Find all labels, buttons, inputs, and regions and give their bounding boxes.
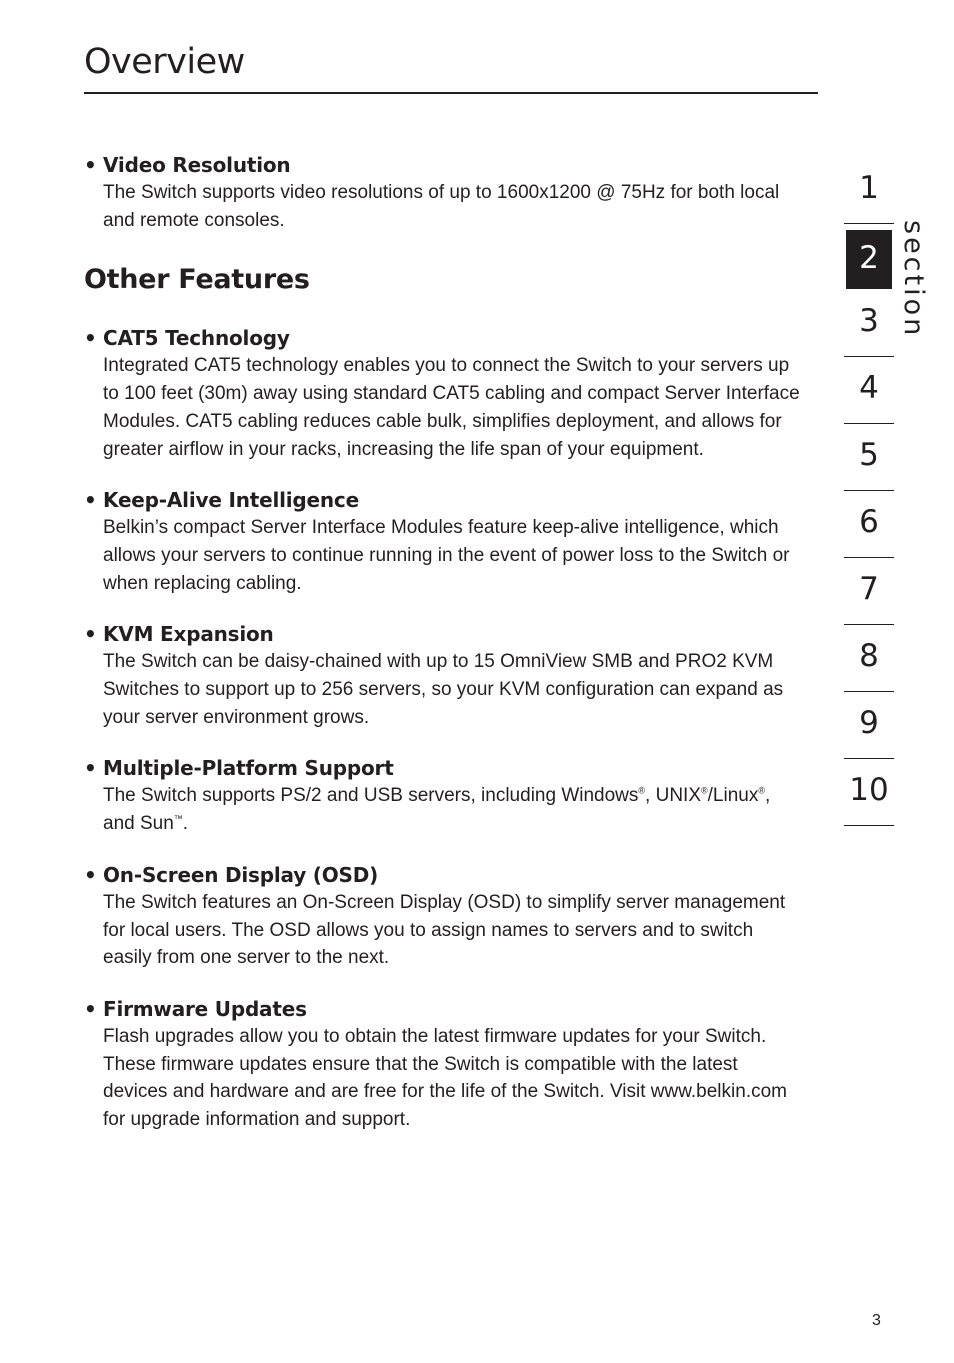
- feature-item-firmware-updates: [84, 995, 804, 1134]
- registered-mark: ®: [701, 786, 708, 797]
- section-nav: [844, 158, 894, 827]
- bullet: •: [84, 153, 97, 177]
- section-tab-10[interactable]: 10: [844, 760, 894, 826]
- section-tab-7[interactable]: 7: [844, 559, 894, 625]
- section-tab-5[interactable]: 5: [844, 425, 894, 491]
- feature-item-keep-alive: [84, 486, 804, 597]
- registered-mark: ®: [758, 786, 765, 797]
- section-tab-6[interactable]: 6: [844, 492, 894, 558]
- feature-heading: • On-Screen Display (OSD): [84, 862, 379, 887]
- feature-heading: • CAT5 Technology: [84, 326, 290, 351]
- bullet: •: [84, 326, 97, 351]
- feature-item-multi-platform: [84, 754, 804, 837]
- feature-heading: • KVM Expansion: [84, 622, 274, 647]
- feature-body: The Switch features an On-Screen Display (OSD) to simplify server management for local users. The OSD allows you to assign names to servers and to switch easily from one server to the next.: [103, 891, 786, 969]
- feature-body: Integrated CAT5 technology enables you to connect the Switch to your servers up to 100 feet (30m) away using standard CAT5 cabling and compact Server Interface Modules. CAT5 cabling reduces cable bulk, simplifies deployment, and allows for greater airflow in your racks, increasing the life span of your equipment.: [103, 355, 800, 460]
- feature-heading: • Video Resolution: [84, 153, 291, 177]
- feature-body: The Switch supports PS/2 and USB servers, including Windows®, UNIX®/Linux®, and Sun™.: [103, 785, 771, 835]
- feature-body: Flash upgrades allow you to obtain the latest firmware updates for your Switch. These firmware updates ensure that the Switch is compatible with the latest devices and hardware and are free for the life of the Switch. Visit www.belkin.com for upgrade information and support.: [103, 1025, 787, 1131]
- section-tab-9[interactable]: 9: [844, 693, 894, 759]
- bullet: •: [84, 622, 97, 647]
- bullet: •: [84, 862, 97, 887]
- feature-body: The Switch can be daisy-chained with up to 15 OmniView SMB and PRO2 KVM Switches to support up to 256 servers, so your KVM configuration can expand as your server environment grows.: [103, 651, 784, 728]
- feature-heading: • Multiple-Platform Support: [84, 756, 394, 781]
- section-tab-2[interactable]: 2: [846, 230, 892, 289]
- feature-item-kvm-expansion: [84, 620, 804, 731]
- main-content: [84, 151, 804, 1134]
- section-tab-3[interactable]: 3: [844, 291, 894, 357]
- section-heading-other-features: Other Features: [84, 264, 310, 296]
- bullet: •: [84, 488, 97, 513]
- section-tab-1[interactable]: 1: [844, 158, 894, 224]
- feature-body: Belkin’s compact Server Interface Modules feature keep-alive intelligence, which allows your servers to continue running in the event of power loss to the Switch or when replacing cabling.: [103, 517, 790, 594]
- page-title: Overview: [84, 42, 245, 82]
- trademark-mark: ™: [173, 813, 183, 824]
- section-tab-8[interactable]: 8: [844, 626, 894, 692]
- feature-heading: • Firmware Updates: [84, 996, 307, 1021]
- section-tab-4[interactable]: 4: [844, 358, 894, 424]
- registered-mark: ®: [638, 786, 646, 797]
- bullet: •: [84, 996, 97, 1021]
- feature-item-video-resolution: [84, 151, 804, 234]
- feature-item-osd: [84, 861, 804, 972]
- feature-body: The Switch supports video resolutions of up to 1600x1200 @ 75Hz for both local and remote consoles.: [103, 182, 780, 231]
- title-rule: [84, 92, 818, 94]
- page-number: 3: [872, 1312, 881, 1329]
- bullet: •: [84, 756, 97, 781]
- feature-heading: • Keep-Alive Intelligence: [84, 488, 359, 513]
- section-label: section: [898, 220, 929, 339]
- feature-item-cat5: [84, 324, 804, 463]
